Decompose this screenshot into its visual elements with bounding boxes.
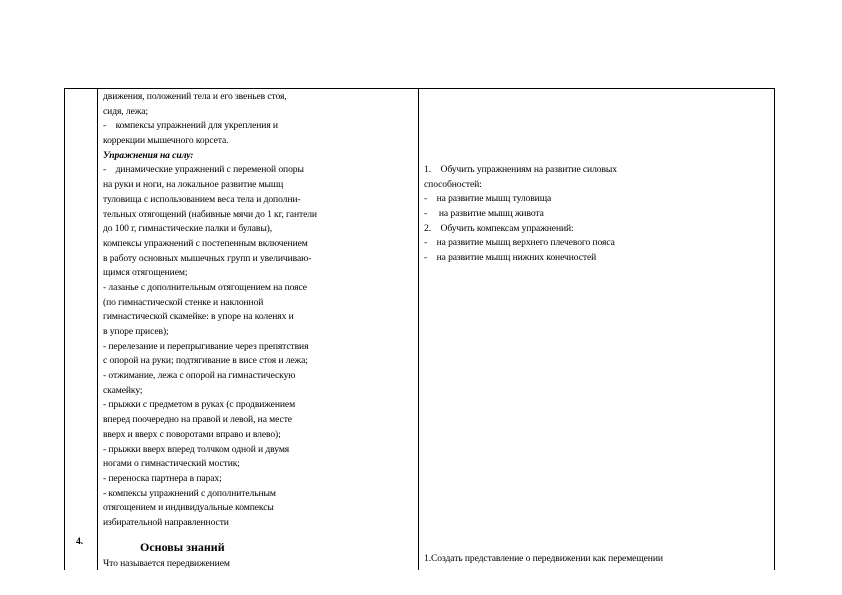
text-line: - отжимание, лежа с опорой на гимнастическую [103,370,296,382]
text-line: с опорой на руки; подтягивание в висе стоя и лежа; [103,355,308,367]
text-line: - перелезание и перепрыгивание через препятствия [103,340,309,352]
strength-exercises-subheading: Упражнения на силу: [103,149,194,161]
text-line: - на развитие мышц туловища [424,193,552,205]
text-line: - на развитие мышц нижних конечностей [424,252,597,264]
text-line: вперед поочередно на правой и левой, на месте [103,414,292,426]
table-top-border [64,88,775,89]
text-line: щимся отягощением; [103,267,188,279]
text-line: скамейку; [103,384,143,396]
text-line: (по гимнастической стенке и наклонной [103,296,264,308]
left-column-text [103,90,317,531]
text-line: - компексы упражнений для укрепления и [103,120,278,132]
text-line: до 100 г, гимнастические палки и булавы), [103,223,273,235]
right-column-text [424,163,617,266]
text-line: движения, положений тела и его звеньев стоя, [103,91,287,102]
right-bottom-line: 1.Создать представление о передвижении как перемещении [424,553,663,564]
text-line: 2. Обучить компексам упражнений: [424,222,574,234]
left-bottom-question: Что называется передвижением [103,558,230,569]
table-left-border [64,88,65,570]
row-number: 4. [76,536,84,547]
text-line: - на развитие мышц живота [424,208,544,220]
text-line: сидя, лежа; [103,105,148,117]
text-line: - прыжки с предметом в руках (с продвижением [103,399,296,411]
text-line: избирательной направленности [103,516,229,528]
text-line: 1. Обучить упражнениям на развитие силовых [424,164,617,175]
text-line: туловища с использованием веса тела и дополни- [103,193,301,205]
text-line: на руки и ноги, на локальное развитие мышц [103,179,284,191]
text-line: способностей: [424,178,482,190]
section-heading: Основы знаний [140,540,225,554]
text-line: - компексы упражнений с дополнительным [103,487,276,499]
column-divider-2 [418,88,419,570]
text-line: - переноска партнера в парах; [103,472,222,484]
table-right-border [774,88,775,570]
text-line: гимнастической скамейке: в упоре на коленях и [103,311,294,323]
text-line: - лазанье с дополнительным отягощением на поясе [103,281,307,293]
text-line: - на развитие мышц верхнего плечевого пояса [424,237,615,249]
text-line: тельных отягощений (набивные мячи до 1 кг, гантели [103,208,317,220]
text-line: компексы упражнений с постепенным включением [103,237,308,249]
text-line: коррекции мышечного корсета. [103,135,229,147]
text-line: - прыжки вверх вперед толчком одной и двумя [103,443,290,455]
text-line: в работу основных мышечных групп и увеличиваю- [103,252,312,264]
text-line: в упоре присев); [103,326,169,337]
text-line: отягощением и индивидуальные компексы [103,502,274,514]
text-line: ногами о гимнастический мостик; [103,458,240,470]
column-divider-1 [97,88,98,570]
text-line: - динамические упражнений с переменой опоры [103,164,304,176]
text-line: вверх и вверх с поворотами вправо и влево); [103,428,281,440]
